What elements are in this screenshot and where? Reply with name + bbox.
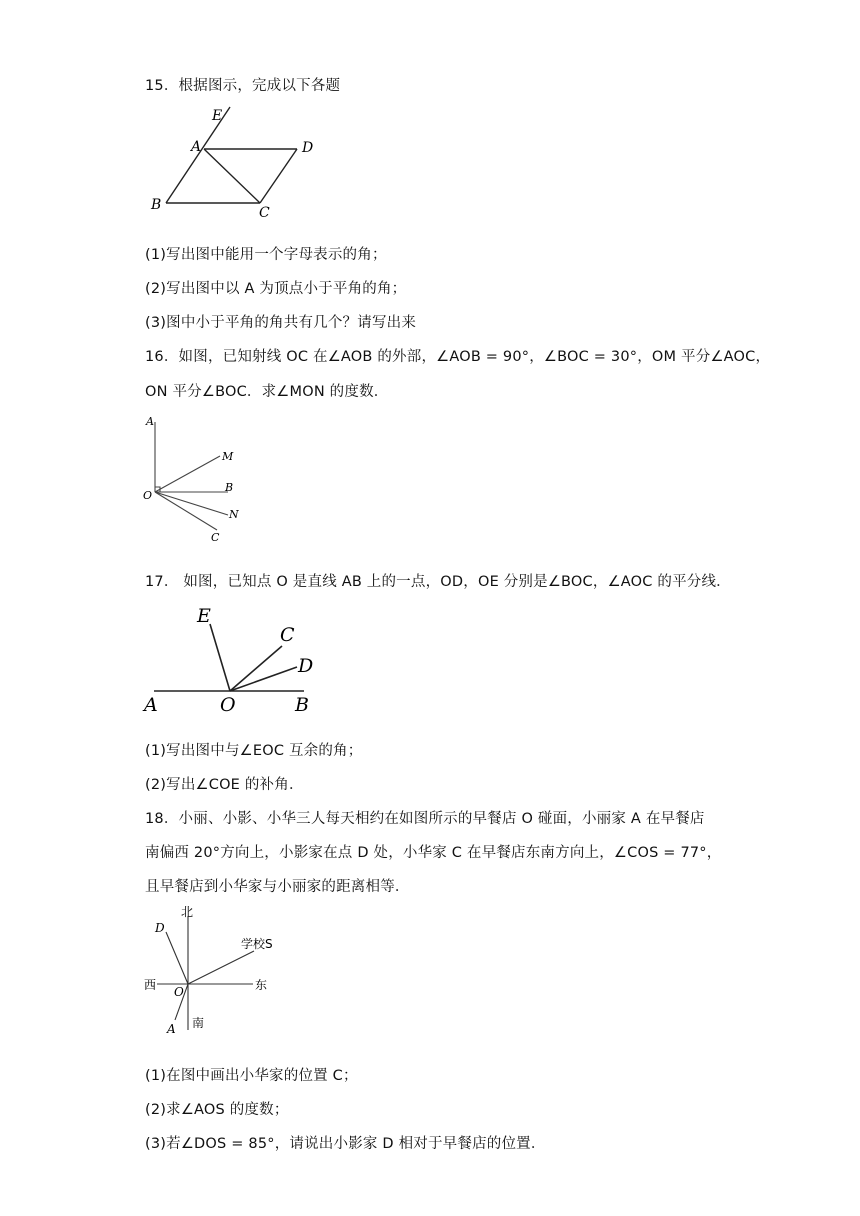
- label-o: O: [174, 985, 184, 999]
- q15-sub3: (3)图中小于平角的角共有几个？请写出来: [145, 315, 417, 331]
- q18-figure: [140, 900, 280, 1035]
- ray-on: [155, 492, 228, 515]
- label-b: B: [151, 197, 162, 213]
- q17-line1: 17． 如图，已知点 O 是直线 AB 上的一点，OD，OE 分别是∠BOC，∠AOC 的平分线．: [145, 574, 731, 590]
- label-north: 北: [181, 905, 194, 919]
- label-n: N: [229, 508, 239, 521]
- label-o: O: [220, 694, 236, 716]
- label-d: D: [298, 655, 314, 677]
- q15-sub1: (1)写出图中能用一个字母表示的角；: [145, 247, 387, 263]
- ray-od: [230, 667, 297, 691]
- q16-figure: [140, 410, 260, 550]
- label-e: E: [197, 605, 211, 627]
- label-d: D: [155, 921, 165, 935]
- q17-figure: [140, 598, 340, 720]
- q15-figure: [140, 100, 340, 225]
- label-e: E: [212, 108, 223, 124]
- segment-ac: [204, 149, 260, 203]
- label-o: O: [143, 489, 153, 502]
- q18-line1: 18．小丽、小影、小华三人每天相约在如图所示的早餐店 O 碰面，小丽家 A 在早餐店: [145, 811, 705, 827]
- label-d: D: [302, 140, 314, 156]
- q18-sub1: (1)在图中画出小华家的位置 C；: [145, 1068, 358, 1084]
- q16-line2: ON 平分∠BOC．求∠MON 的度数．: [145, 384, 389, 400]
- ray-od: [166, 932, 188, 984]
- label-a: A: [144, 694, 158, 716]
- label-c: C: [211, 531, 220, 544]
- label-a: A: [167, 1022, 176, 1035]
- q15-sub2: (2)写出图中以 A 为顶点小于平角的角；: [145, 281, 407, 297]
- label-c: C: [280, 624, 295, 646]
- q18-sub2: (2)求∠AOS 的度数；: [145, 1102, 289, 1118]
- label-school-s: 学校S: [241, 937, 273, 951]
- q18-line2: 南偏西 20°方向上，小影家在点 D 处，小华家 C 在早餐店东南方向上，∠COS = 77°，: [145, 845, 722, 861]
- label-south: 南: [192, 1016, 205, 1030]
- segment-dc: [260, 149, 297, 203]
- ray-oc: [230, 646, 282, 691]
- label-west: 西: [144, 978, 157, 992]
- label-a: A: [146, 415, 154, 428]
- q17-sub1: (1)写出图中与∠EOC 互余的角；: [145, 743, 363, 759]
- label-b: B: [225, 481, 234, 494]
- ray-os: [188, 951, 254, 984]
- ray-om: [155, 456, 220, 492]
- label-a: A: [191, 139, 202, 155]
- q16-line1: 16．如图，已知射线 OC 在∠AOB 的外部，∠AOB = 90°，∠BOC = 30°，OM 平分∠AOC，: [145, 349, 771, 365]
- ray-oc: [155, 492, 217, 530]
- label-b: B: [295, 694, 309, 716]
- q18-sub3: (3)若∠DOS = 85°，请说出小影家 D 相对于早餐店的位置．: [145, 1136, 546, 1152]
- ray-oe: [210, 624, 230, 691]
- label-m: M: [222, 450, 234, 463]
- q18-line3: 且早餐店到小华家与小丽家的距离相等．: [145, 879, 410, 895]
- q15-title: 15．根据图示，完成以下各题: [145, 78, 341, 94]
- label-east: 东: [255, 978, 268, 992]
- label-c: C: [259, 205, 270, 221]
- q17-sub2: (2)写出∠COE 的补角．: [145, 777, 304, 793]
